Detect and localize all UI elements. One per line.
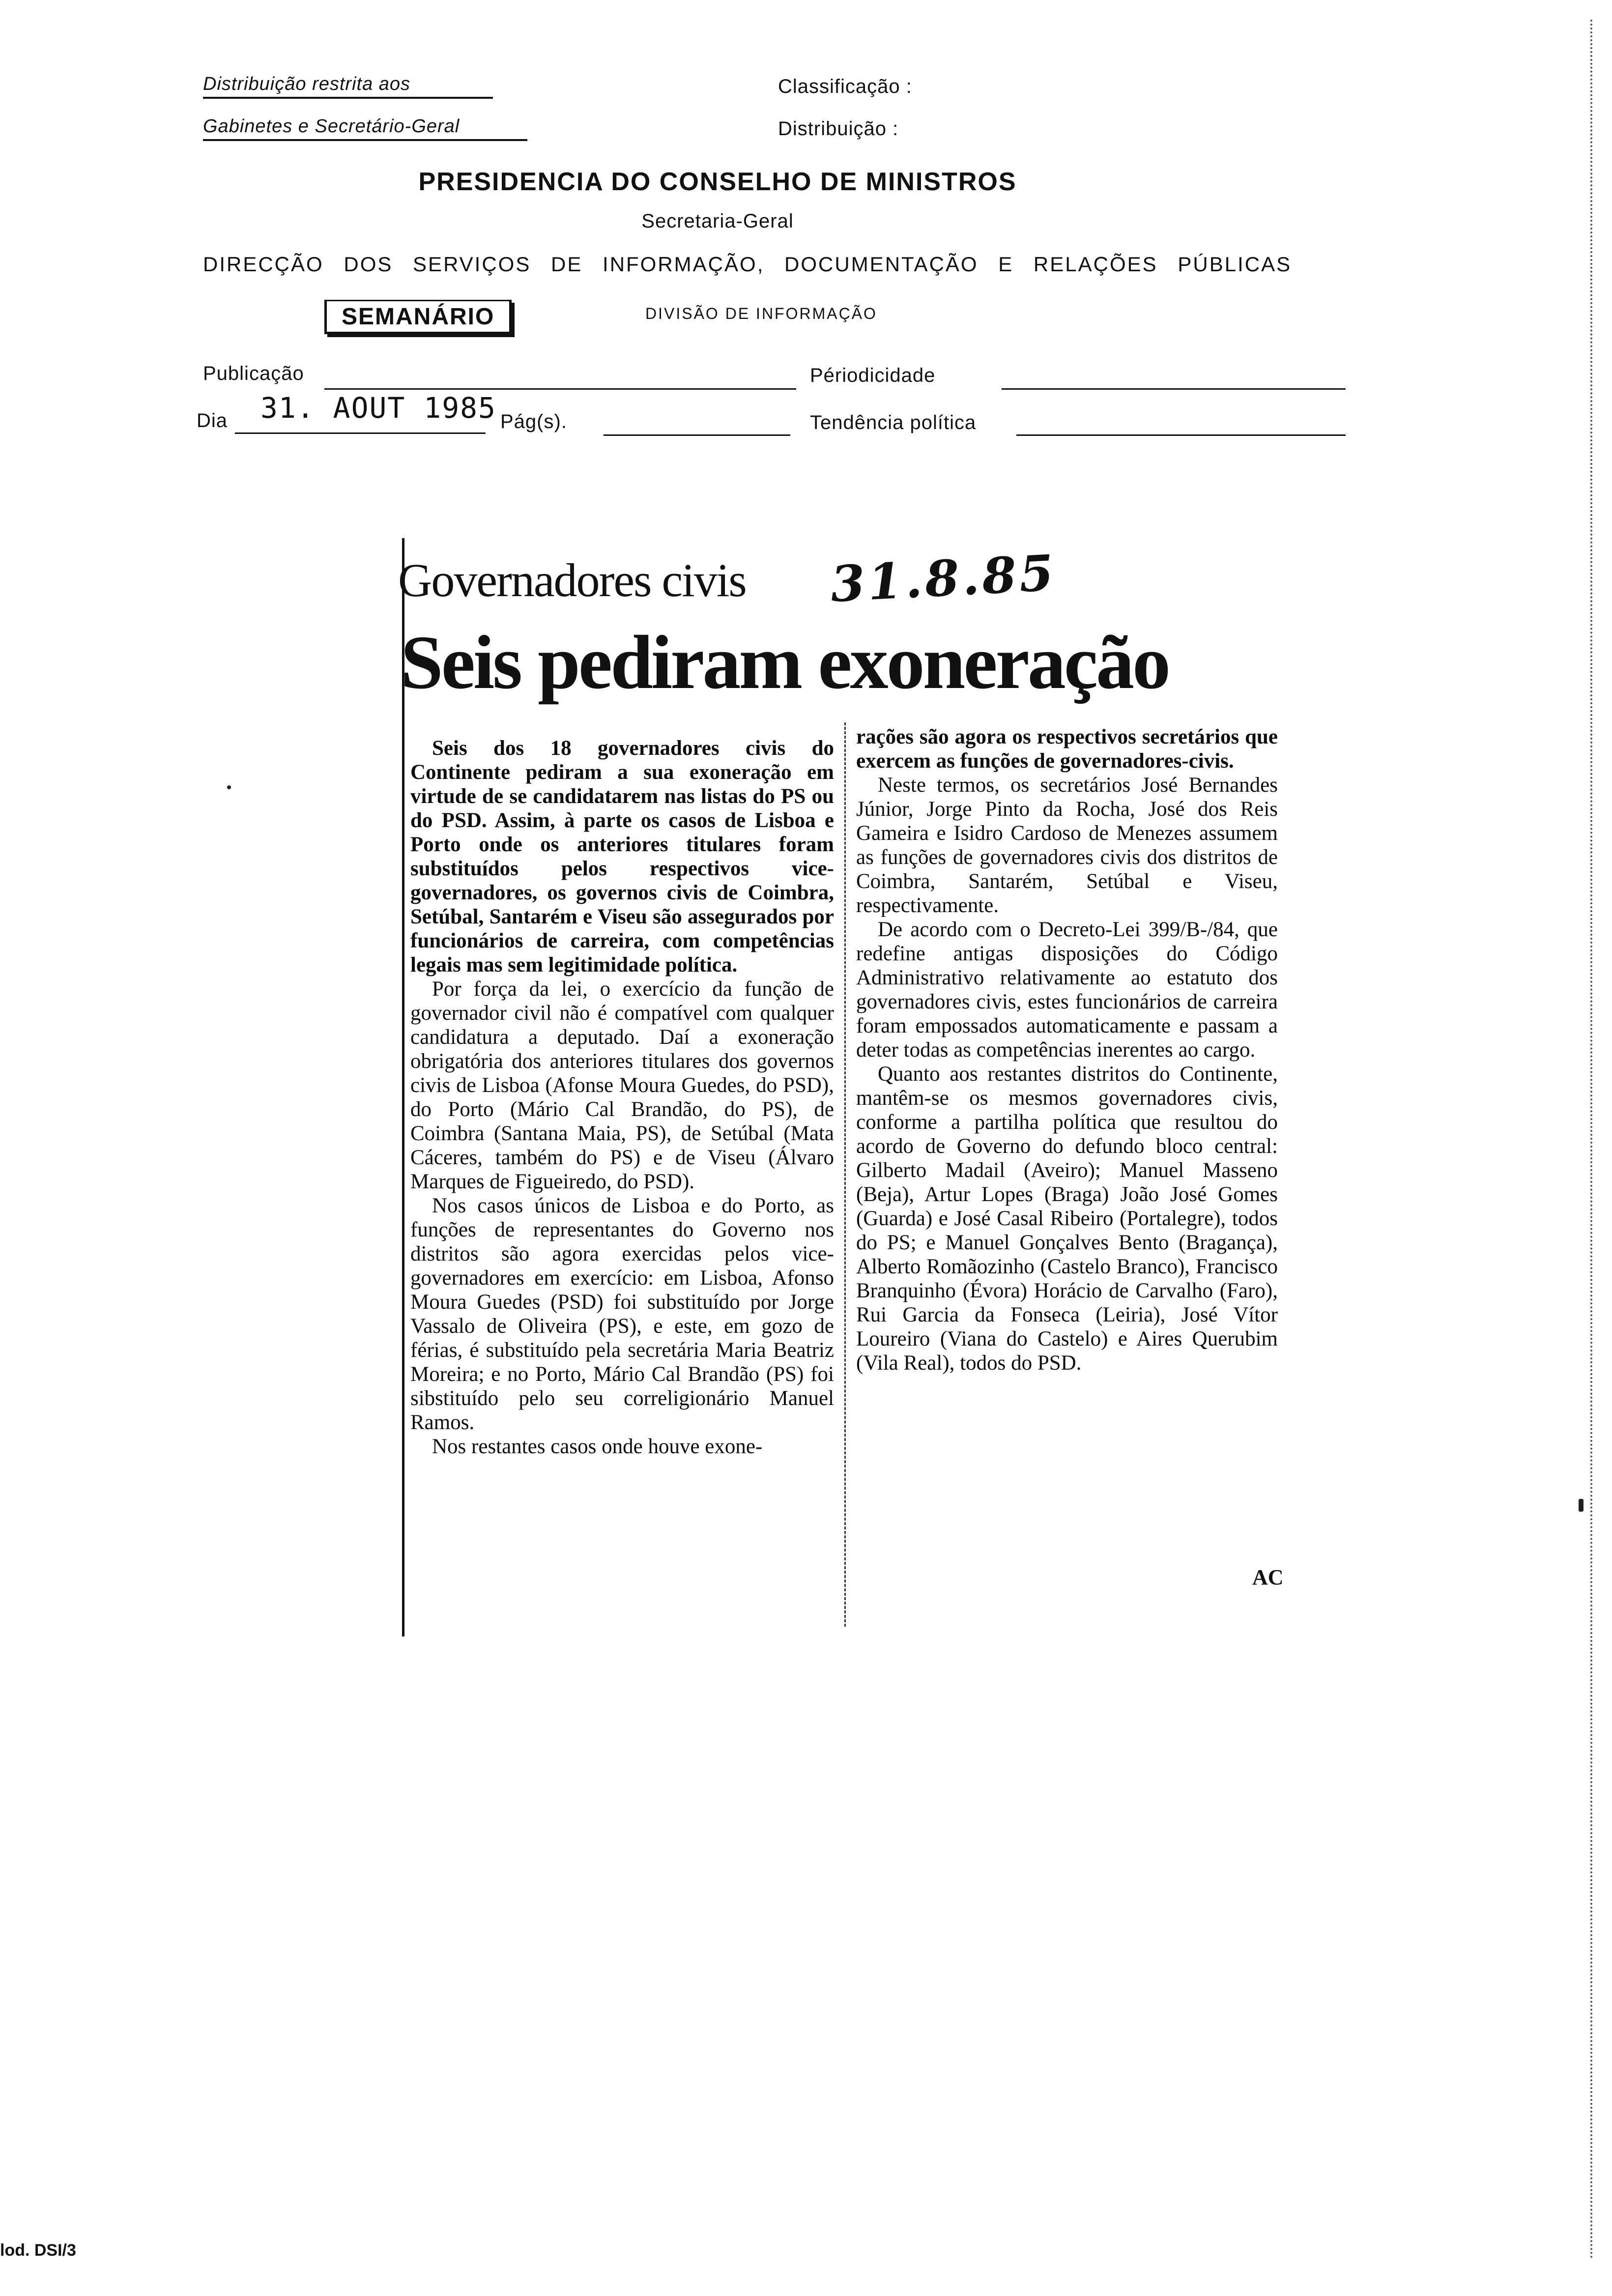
scan-speck <box>227 785 231 789</box>
col2-paragraph-3: De acordo com o Decreto-Lei 399/B-/84, que redefine antigas disposições do Código Administrativo relativamente ao estatuto dos governadores civis, estes funcionários de carreira foram empossados automaticamente e passam a deter todas as competências inerentes ao cargo. <box>856 918 1278 1062</box>
periodicity-field-line <box>1002 388 1346 390</box>
publication-stamp: SEMANÁRIO <box>324 300 512 334</box>
column-separator <box>844 722 846 1627</box>
handwritten-date-note: 31.8.85 <box>829 544 1058 613</box>
day-label: Dia <box>197 410 228 431</box>
periodicity-label: Périodicidade <box>810 365 936 386</box>
article-kicker: Governadores civis <box>398 554 746 606</box>
col1-paragraph-4: Nos restantes casos onde houve exone- <box>432 1435 763 1458</box>
col1-paragraph-3: Nos casos únicos de Lisboa e do Porto, as funções de representantes do Governo nos distritos são agora exercidas pelos vice-governadores em exercício: em Lisboa, Afonso Moura Guedes (PSD) foi substituído por Jorge Vassalo de Oliveira (PS), e este, em gozo de férias, é substituído pela secretária Maria Beatriz Moreira; e no Porto, Mário Cal Brandão (PS) foi sibstituído pelo seu correligionário Manuel Ramos. <box>410 1194 834 1434</box>
publication-field-line <box>324 388 796 390</box>
department-name: Secretaria-Geral <box>641 210 794 232</box>
article-headline: Seis pediram exoneração <box>401 620 1169 705</box>
restricted-distribution-line1: Distribuição restrita aos <box>203 74 493 99</box>
article-signature: AC <box>1252 1565 1284 1589</box>
tendency-field-line <box>1016 434 1346 436</box>
publication-label: Publicação <box>203 363 304 384</box>
col1-paragraph-1: Seis dos 18 governadores civis do Continente pediram a sua exoneração em virtude de se candidatarem nas listas do PS ou do PSD. Assim, à parte os casos de Lisboa e Porto onde os anteriores titulares foram substituídos pelos respectivos vice-governadores, os governos civis de Coimbra, Setúbal, Santarém e Viseu são assegurados por funcionários de carreira, com competências legais mas sem legitimidade política. <box>410 737 834 976</box>
article-column-2 <box>856 725 1278 1375</box>
day-field-line <box>235 432 486 434</box>
distribution-label: Distribuição : <box>778 118 899 140</box>
pages-field-line <box>604 434 790 436</box>
division-name: DIVISÃO DE INFORMAÇÃO <box>645 305 877 322</box>
restricted-distribution-line2: Gabinetes e Secretário-Geral <box>203 116 527 141</box>
tendency-label: Tendência política <box>810 412 977 433</box>
scan-speck <box>1579 1499 1583 1512</box>
day-value: 31. AOUT 1985 <box>260 391 496 425</box>
classification-label: Classificação : <box>778 76 912 97</box>
directorate-name: DIRECÇÃO DOS SERVIÇOS DE INFORMAÇÃO, DOCUMENTAÇÃO E RELAÇÕES PÚBLICAS <box>203 253 1292 276</box>
col2-paragraph-4: Quanto aos restantes distritos do Continente, mantêm-se os mesmos governadores civis, conforme a partilha política que resultou do acordo de Governo do defundo bloco central: Gilberto Madail (Aveiro); Manuel Masseno (Beja), Artur Lopes (Braga) João José Gomes (Guarda) e José Casal Ribeiro (Portalegre), todos do PS; e Manuel Gonçalves Bento (Bragança), Alberto Romãozinho (Castelo Branco), Francisco Branquinho (Évora) Horácio de Carvalho (Faro), Rui Garcia da Fonseca (Leiria), José Vítor Loureiro (Viana do Castelo) e Aires Querubim (Vila Real), todos do PSD. <box>856 1062 1278 1375</box>
form-code: lod. DSI/3 <box>0 2241 76 2260</box>
col1-paragraph-2: Por força da lei, o exercício da função de governador civil não é compatível com qualquer candidatura a deputado. Daí a exoneração obrigatória dos anteriores titulares dos governos civis de Lisboa (Afonse Moura Guedes, do PSD), do Porto (Mário Cal Brandão, do PS), de Coimbra (Santana Maia, PS), de Setúbal (Mata Cáceres, também do PS) e de Viseu (Álvaro Marques de Figueiredo, do PSD). <box>410 977 834 1193</box>
article-column-1 <box>410 736 834 1459</box>
col2-paragraph-2: Neste termos, os secretários José Bernandes Júnior, Jorge Pinto da Rocha, José dos Reis Gameira e Isidro Cardoso de Menezes assumem as funções de governadores civis dos distritos de Coimbra, Santarém, Setúbal e Viseu, respectivamente. <box>856 774 1278 917</box>
scan-edge-artifact <box>1590 20 1592 2261</box>
institution-title: PRESIDENCIA DO CONSELHO DE MINISTROS <box>418 168 1017 196</box>
pages-label: Pág(s). <box>500 411 567 432</box>
col2-paragraph-1: rações são agora os respectivos secretários que exercem as funções de governadores-civis. <box>856 725 1278 773</box>
